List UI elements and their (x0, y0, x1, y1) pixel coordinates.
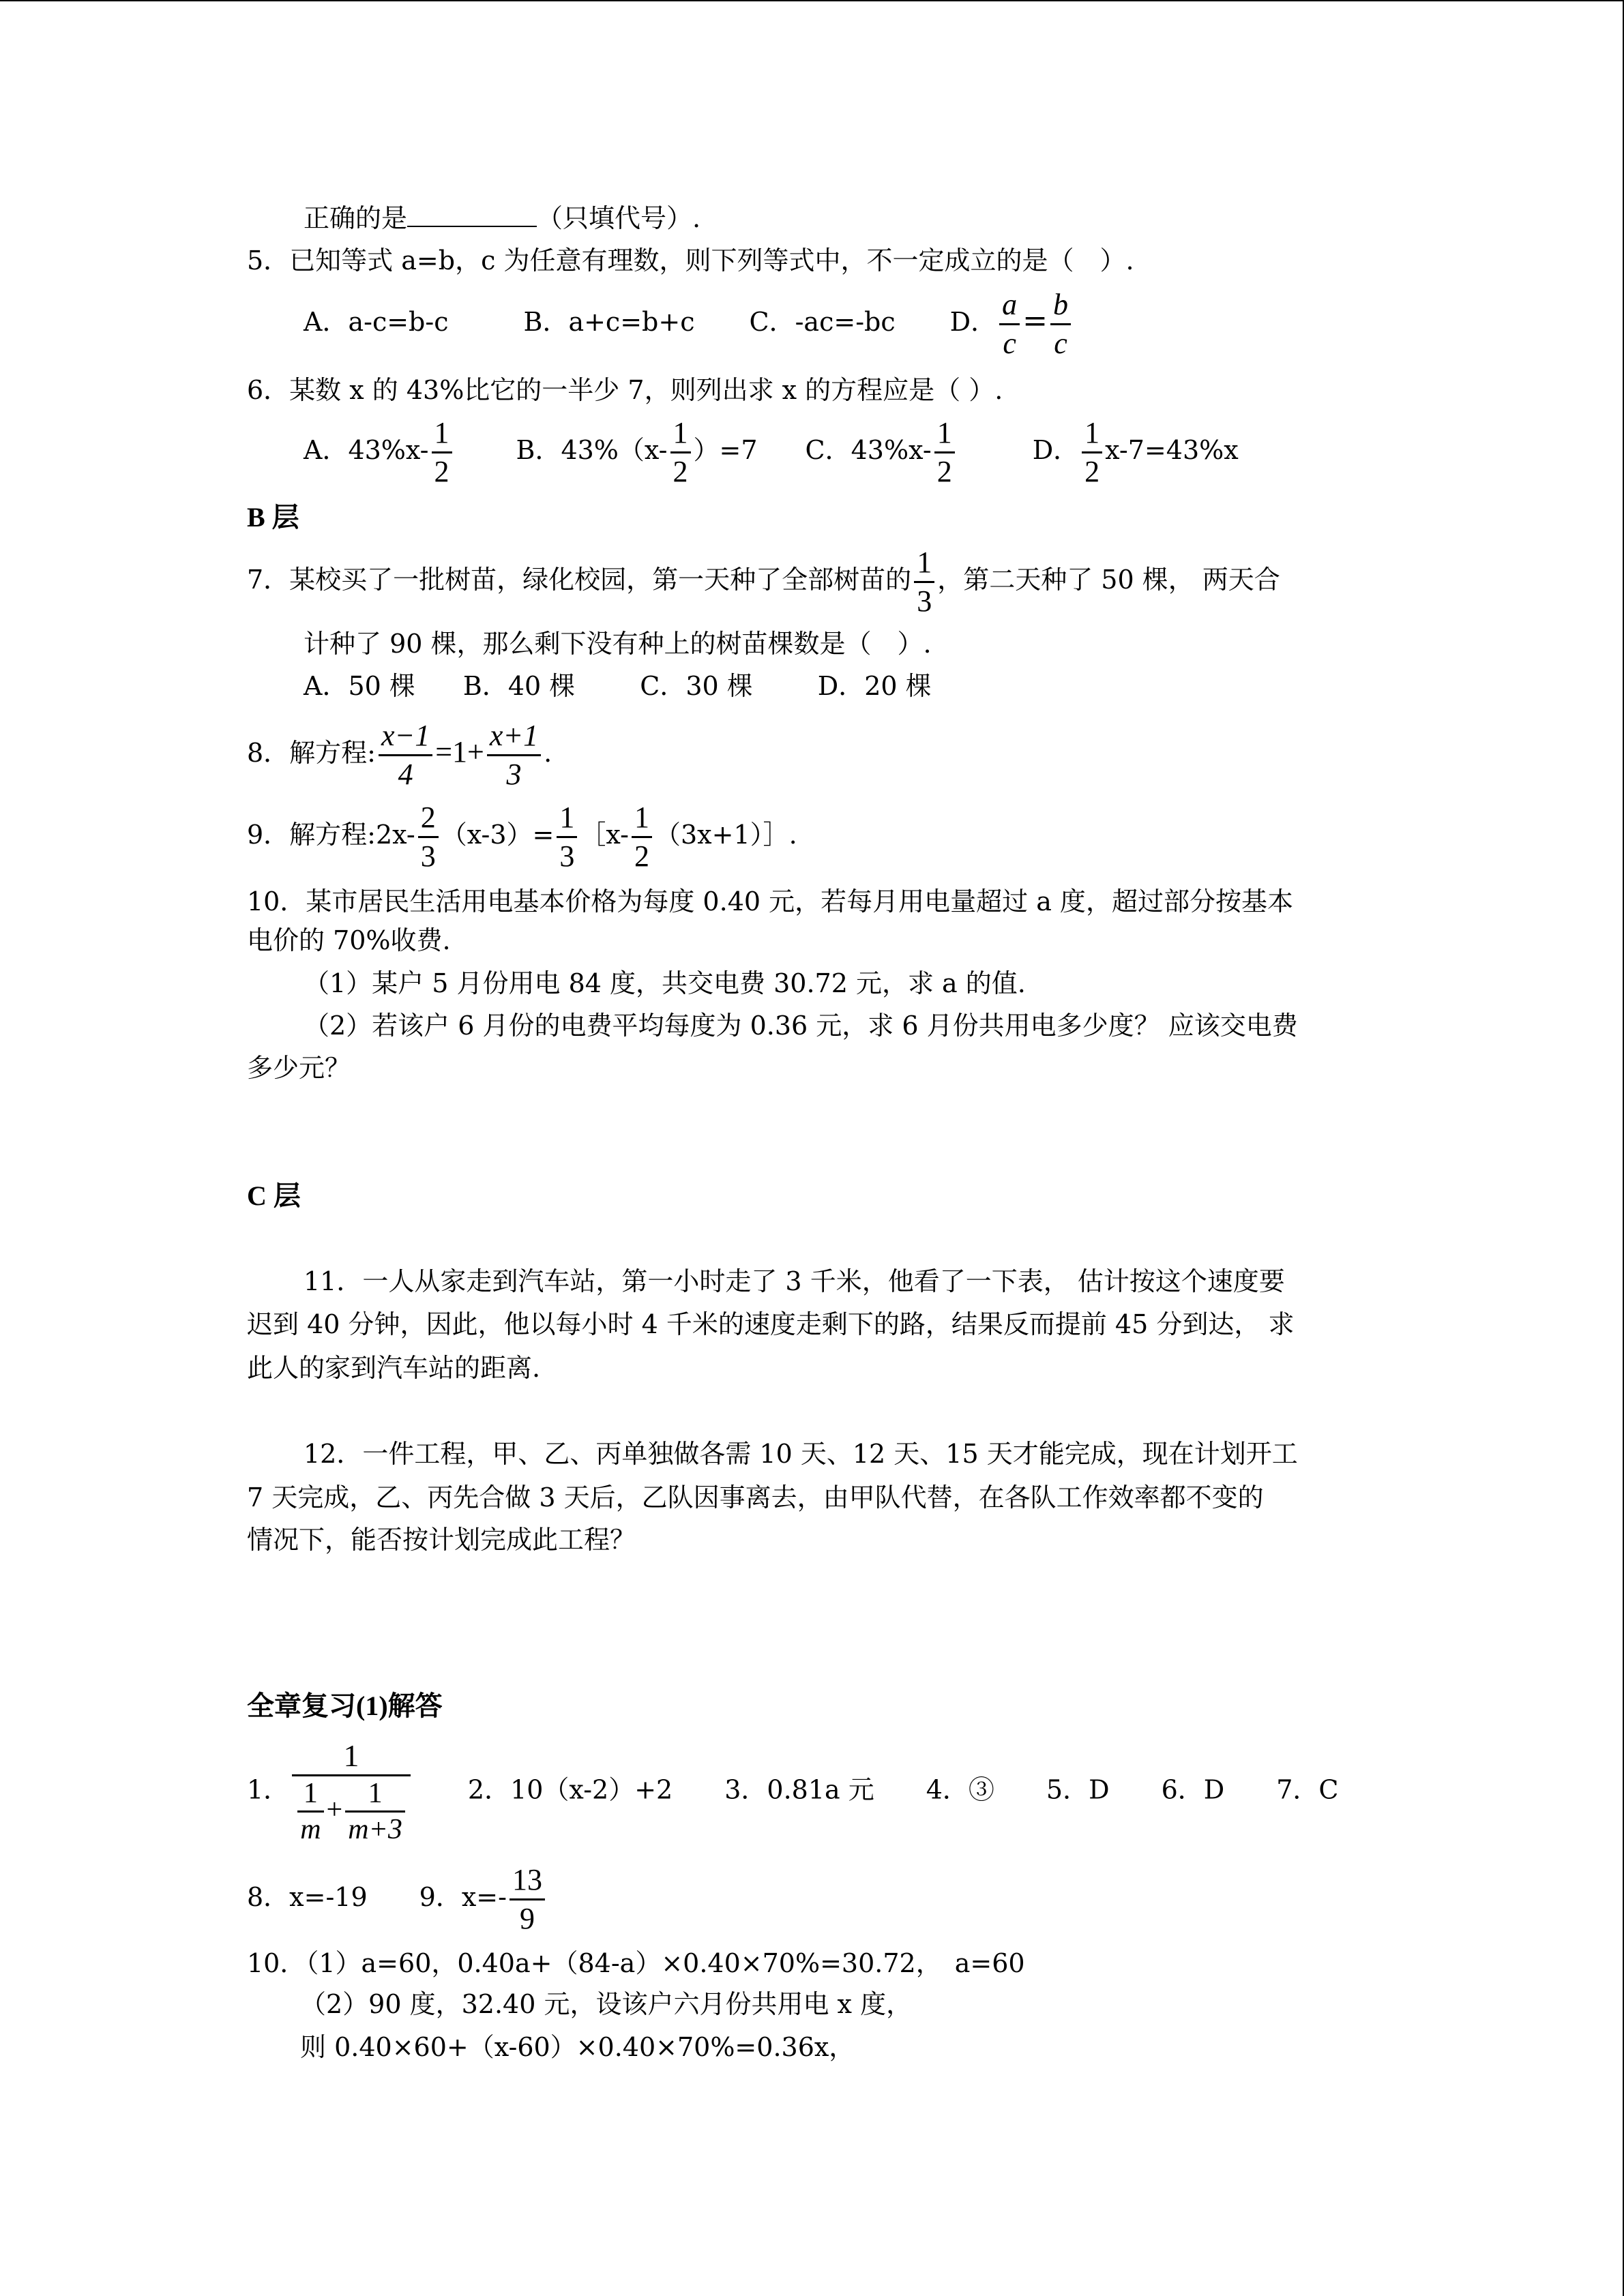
question-10-part2: （2）若该户 6 月份的电费平均每度为 0.36 元，求 6 月份共用电多少度？ 应该交电费 (304, 1011, 1298, 1041)
answer-1 (247, 1738, 1338, 1847)
denominator: c (1054, 327, 1067, 360)
equals-sign: = (1022, 303, 1048, 338)
question-11-line2: 迟到 40 分钟，因此，他以每小时 4 千米的速度走剩下的路，结果反而提前 45 分到达， 求 (247, 1309, 1295, 1339)
text: 8．x=-19 9．x=- (247, 1882, 507, 1912)
fraction-third (914, 544, 934, 620)
question-10-line1: 10．某市居民生活用电基本价格为每度 0.40 元，若每月用电量超过 a 度，超过部分按基本 (247, 886, 1293, 916)
numerator: 1 (345, 1776, 405, 1813)
option-b: B．a+c=b+c (523, 307, 695, 337)
numerator: 1 (670, 415, 691, 453)
denominator (292, 1776, 411, 1847)
question-10-line2: 电价的 70%收费. (247, 925, 451, 955)
answers-8-9 (247, 1862, 548, 1937)
denominator: 2 (936, 455, 952, 488)
question-6: 6．某数 x 的 43%比它的一半少 7，则列出求 x 的方程应是（ ）. (247, 375, 1003, 405)
section-heading-c: C 层 (247, 1180, 301, 1211)
option-c: C．30 棵 (640, 671, 753, 701)
compound-fraction (292, 1738, 411, 1847)
denominator: m+3 (348, 1814, 402, 1845)
numerator: x−1 (379, 717, 432, 756)
option-a: A．a-c=b-c (304, 307, 449, 337)
question-8 (247, 717, 552, 793)
option-d: D． (1032, 435, 1080, 465)
option-d: D． (949, 307, 997, 337)
answers-heading: 全章复习(1)解答 (247, 1690, 443, 1721)
numerator: 1 (632, 799, 652, 838)
question-6-options (304, 415, 1239, 490)
fraction-1-over-m-plus-3 (345, 1776, 405, 1847)
question-7 (247, 544, 1280, 620)
fraction-half (670, 415, 691, 490)
fraction-x-plus-1-over-3 (487, 717, 541, 793)
fraction-half (1082, 415, 1102, 490)
fraction-13-over-9 (510, 1862, 545, 1937)
question-10-part2-cont: 多少元？ (247, 1053, 351, 1083)
denominator: 3 (420, 839, 436, 873)
fraction-half (432, 415, 452, 490)
text: （x-3）= (441, 820, 555, 850)
option-c: C．43%x- (805, 435, 932, 465)
answer-10-line2: （2）90 度，32.40 元，设该户六月份共用电 x 度， (300, 1989, 913, 2019)
question-9 (247, 799, 797, 875)
denominator: 2 (634, 839, 649, 873)
text: . (544, 738, 552, 768)
question-11-line3: 此人的家到汽车站的距离. (247, 1353, 541, 1383)
fraction-x-minus-1-over-4 (379, 717, 432, 793)
numerator: x+1 (487, 717, 541, 756)
text: =1+ (435, 735, 484, 769)
plus-sign: + (326, 1794, 343, 1826)
numerator: 1 (934, 415, 955, 453)
question-12-line3: 情况下，能否按计划完成此工程？ (247, 1525, 636, 1555)
option-d: D．20 棵 (817, 671, 932, 701)
question-7-options (304, 670, 932, 702)
question-12-line2: 7 天完成，乙、丙先合做 3 天后，乙队因事离去，由甲队代替，在各队工作效率都不变的 (247, 1482, 1264, 1512)
text: 正确的是 (304, 203, 408, 233)
fraction-half (934, 415, 955, 490)
denominator: m (300, 1814, 321, 1845)
question-12-line1: 12．一件工程，甲、乙、丙单独做各需 10 天、12 天、15 天才能完成，现在计划开工 (304, 1439, 1298, 1469)
numerator: 1 (1082, 415, 1102, 453)
option-a: A．43%x- (304, 435, 429, 465)
option-b: B．43%（x- (516, 435, 668, 465)
question-7-cont: 计种了 90 棵，那么剩下没有种上的树苗棵数是（ ）. (304, 629, 932, 659)
text: （3x+1）］. (655, 820, 797, 850)
denominator: 3 (917, 584, 932, 618)
denominator: 2 (1084, 455, 1100, 488)
numerator: 1 (297, 1776, 323, 1813)
text: ）=7 (693, 435, 758, 465)
numerator: 1 (557, 799, 577, 838)
denominator: 2 (434, 455, 449, 488)
text: 9．解方程:2x- (247, 820, 415, 850)
text: x-7=43%x (1105, 435, 1239, 465)
numerator: 1 (432, 415, 452, 453)
text: 8．解方程: (247, 738, 376, 768)
numerator: 1 (914, 544, 934, 583)
question-5: 5．已知等式 a=b，c 为任意有理数，则下列等式中，不一定成立的是（ ）. (247, 245, 1134, 275)
denominator: 3 (559, 839, 575, 873)
fraction-b-over-c (1050, 286, 1071, 362)
denominator: c (1003, 327, 1016, 360)
option-c: C．-ac=-bc (749, 307, 896, 337)
question-5-options (304, 286, 1074, 362)
numerator: 1 (292, 1738, 411, 1776)
text-line-correct-answer (304, 201, 700, 235)
option-b: B．40 棵 (462, 671, 576, 701)
answer-blank (407, 201, 537, 227)
question-10-part1: （1）某户 5 月份用电 84 度，共交电费 30.72 元，求 a 的值. (304, 968, 1026, 998)
option-a: A．50 棵 (304, 671, 415, 701)
numerator: a (999, 286, 1020, 325)
denominator: 4 (398, 758, 413, 791)
section-heading-b: B 层 (247, 502, 299, 533)
numerator: 13 (510, 1862, 545, 1900)
fraction-half (632, 799, 652, 875)
numerator: b (1050, 286, 1071, 325)
answer-10-line3: 则 0.40×60+（x-60）×0.40×70%=0.36x， (300, 2032, 855, 2062)
fraction-third (557, 799, 577, 875)
fraction-two-thirds (418, 799, 439, 875)
text: ，第二天种了 50 棵， 两天合 (937, 565, 1280, 595)
text: ［x- (580, 820, 629, 850)
denominator: 3 (506, 758, 522, 791)
fraction-1-over-m (297, 1776, 323, 1847)
answers-2-to-7: 2．10（x-2）+2 3．0.81a 元 4．③ 5．D 6．D 7．C (467, 1774, 1339, 1805)
question-11-line1: 11．一人从家走到汽车站，第一小时走了 3 千米，他看了一下表， 估计按这个速度要 (304, 1266, 1285, 1296)
numerator: 2 (418, 799, 439, 838)
fraction-a-over-c (999, 286, 1020, 362)
denominator: 2 (673, 455, 688, 488)
text: 1． (247, 1774, 290, 1805)
answer-10-line1: 10．（1）a=60，0.40a+（84-a）×0.40×70%=30.72， a=60 (247, 1948, 1025, 1978)
text: （只填代号）. (537, 203, 701, 233)
text: 7．某校买了一批树苗，绿化校园，第一天种了全部树苗的 (247, 565, 912, 595)
denominator: 9 (519, 1902, 535, 1935)
